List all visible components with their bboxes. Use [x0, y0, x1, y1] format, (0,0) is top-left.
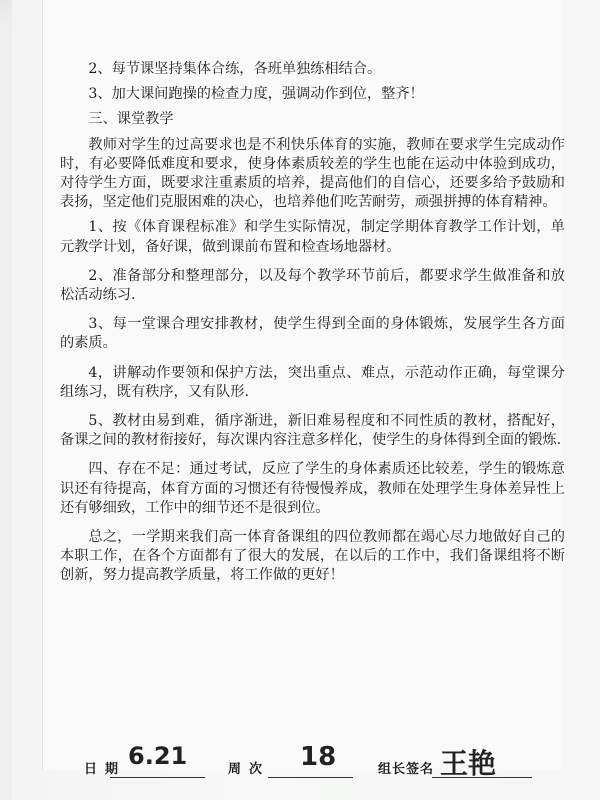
paragraph: 5、教材由易到难，循序渐进，新旧难易程度和不同性质的教材，搭配好，备课之间的教材衔接好，每次课内容注意多样化，使学生的身体得到全面的锻炼. [60, 413, 565, 449]
date-value: 6.21 [128, 742, 188, 770]
week-value: 18 [300, 742, 337, 772]
paragraph: 3、每一堂课合理安排教材，使学生得到全面的身体锻炼，发展学生各方面的素质。 [60, 316, 565, 352]
signer-label: 组长签名 [378, 762, 435, 777]
date-label: 日期 [84, 762, 127, 777]
paragraph: 3、加大课间跑操的检查力度，强调动作到位，整齐！ [88, 86, 424, 103]
paragraph: 总之，一学期来我们高一体育备课组的四位教师都在竭心尽力地做好自己的本职工作，在各个方面都有了很大的发展，在以后的工作中，我们备课组将不断创新，努力提高教学质量，将工作做的更好！ [60, 529, 565, 584]
paragraph: 2、每节课坚持集体合练，各班单独练相结合。 [88, 61, 382, 77]
document-body [60, 60, 565, 586]
section-heading: 三、课堂教学 [88, 111, 174, 128]
paragraph: 4，讲解动作要领和保护方法，突出重点、难点，示范动作正确，每堂课分组练习，既有秩序，又有队形. [60, 364, 565, 400]
paragraph: 教师对学生的过高要求也是不利快乐体育的实施，教师在要求学生完成动作时，有必要降低难度和要求，使身体素质较差的学生也能在运动中体验到成功，对待学生方面，既要求注重素质的培养，提高他们的自信心，还要多给予鼓励和表扬，坚定他们克服困难的决心，也培养他们吃苦耐劳，顽强拼搏的体育精神。 [60, 136, 565, 211]
signer-signature: 王艳 [440, 747, 497, 780]
week-line [268, 777, 353, 778]
footer [0, 742, 600, 782]
paragraph: 2、准备部分和整理部分，以及每个教学环节前后，都要求学生做准备和放松活动练习. [60, 267, 565, 304]
paragraph: 1、按《体育课程标准》和学生实际情况，制定学期体育教学工作计划，单元教学计划，备好课，做到课前布置和检查场地器材。 [60, 219, 565, 255]
week-label: 周次 [228, 762, 271, 777]
paragraph: 四、存在不足：通过考试，反应了学生的身体素质还比较差，学生的锻炼意识还有待提高，体育方面的习惯还有待慢慢养成，教师在处理学生身体差异性上还有够细致，工作中的细节还不是很到位。 [60, 461, 565, 516]
date-line [110, 777, 205, 778]
